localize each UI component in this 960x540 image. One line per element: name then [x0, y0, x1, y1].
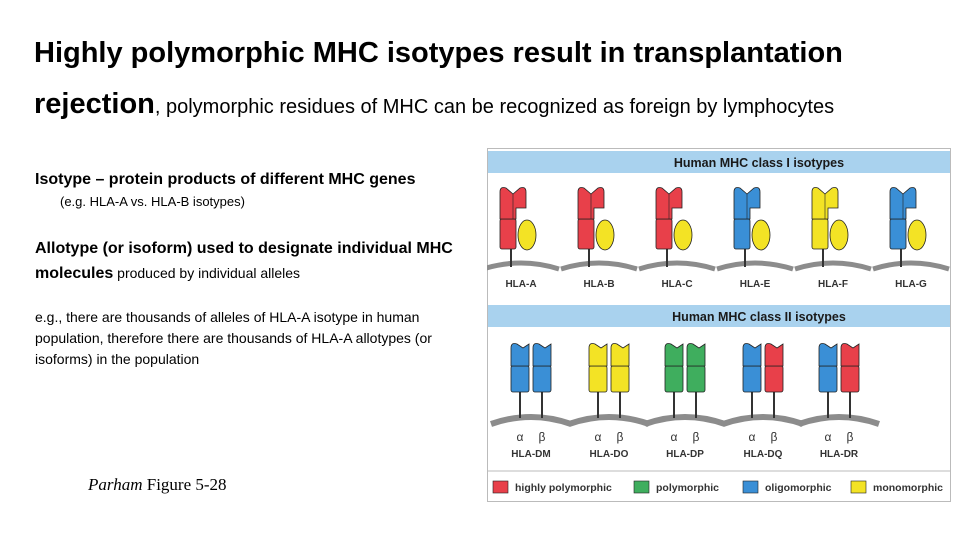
alpha-lower-domain	[665, 366, 683, 392]
allotype-definition	[35, 237, 475, 286]
alpha-stalk	[519, 392, 521, 418]
beta-symbol: β	[846, 430, 854, 444]
beta-upper-domain	[841, 344, 859, 367]
beta-stalk	[695, 392, 697, 418]
alpha-chain-stalk	[900, 249, 902, 267]
figure-caption	[88, 475, 227, 495]
legend-swatch	[743, 481, 758, 493]
legend-swatch	[851, 481, 866, 493]
alpha3-domain	[734, 219, 750, 249]
legend-label: oligomorphic	[765, 482, 832, 494]
isotype-example: (e.g. HLA-A vs. HLA-B isotypes)	[60, 194, 245, 209]
legend-swatch	[634, 481, 649, 493]
alpha-symbol: α	[748, 430, 756, 444]
beta2-microglobulin	[596, 220, 614, 250]
beta2-microglobulin	[908, 220, 926, 250]
beta2-microglobulin	[752, 220, 770, 250]
class1-label: HLA-G	[895, 279, 927, 290]
beta-upper-domain	[533, 344, 551, 367]
class1-label: HLA-B	[583, 279, 615, 290]
class2-label: HLA-DR	[819, 449, 859, 460]
alpha-upper-domain	[511, 344, 529, 367]
beta-symbol: β	[692, 430, 700, 444]
mhc-isotypes-figure	[487, 148, 951, 502]
alpha-symbol: α	[670, 430, 678, 444]
legend-item-green	[634, 481, 719, 494]
alpha-symbol: α	[594, 430, 602, 444]
beta-stalk	[619, 392, 621, 418]
legend-label: highly polymorphic	[515, 482, 612, 494]
beta-lower-domain	[765, 366, 783, 392]
beta-stalk	[773, 392, 775, 418]
alpha-lower-domain	[511, 366, 529, 392]
allotype-def-rest: produced by individual alleles	[113, 265, 301, 281]
alpha3-domain	[890, 219, 906, 249]
alpha-stalk	[827, 392, 829, 418]
alpha3-domain	[500, 219, 516, 249]
beta-symbol: β	[538, 430, 546, 444]
allotype-example-text: e.g., there are thousands of alleles of HLA-A isotype in human population, therefore there are thousands of HLA-A allotypes (or isoforms) in the population	[35, 309, 432, 367]
alpha-upper-domain	[589, 344, 607, 367]
alpha-lower-domain	[743, 366, 761, 392]
class1-label: HLA-A	[505, 279, 537, 290]
alpha-lower-domain	[589, 366, 607, 392]
alpha-stalk	[751, 392, 753, 418]
caption-figure: Figure 5-28	[142, 475, 227, 494]
alpha-upper-domain	[819, 344, 837, 367]
legend-label: polymorphic	[656, 482, 720, 494]
beta-symbol: β	[616, 430, 624, 444]
alpha-chain-stalk	[588, 249, 590, 267]
alpha-stalk	[673, 392, 675, 418]
class2-label: HLA-DQ	[743, 449, 783, 460]
alpha-symbol: α	[516, 430, 524, 444]
legend-swatch	[493, 481, 508, 493]
beta-upper-domain	[765, 344, 783, 367]
alpha3-domain	[656, 219, 672, 249]
beta-upper-domain	[611, 344, 629, 367]
alpha-lower-domain	[819, 366, 837, 392]
alpha-upper-domain	[665, 344, 683, 367]
beta-lower-domain	[611, 366, 629, 392]
title-bold: Highly polymorphic MHC isotypes result in transplantation rejection	[34, 37, 843, 120]
class2-header: Human MHC class II isotypes	[672, 310, 846, 324]
alpha-stalk	[597, 392, 599, 418]
isotype-definition: Isotype – protein products of different MHC genes	[35, 171, 416, 188]
slide-title	[34, 30, 934, 132]
beta-stalk	[541, 392, 543, 418]
beta2-microglobulin	[830, 220, 848, 250]
alpha-symbol: α	[824, 430, 832, 444]
alpha-chain-stalk	[744, 249, 746, 267]
beta-lower-domain	[687, 366, 705, 392]
alpha-upper-domain	[743, 344, 761, 367]
beta-symbol: β	[770, 430, 778, 444]
class2-label: HLA-DO	[589, 449, 629, 460]
class2-label: HLA-DP	[666, 449, 704, 460]
beta-lower-domain	[533, 366, 551, 392]
class1-header: Human MHC class I isotypes	[673, 156, 845, 170]
beta-upper-domain	[687, 344, 705, 367]
beta2-microglobulin	[518, 220, 536, 250]
beta-stalk	[849, 392, 851, 418]
legend-label: monomorphic	[873, 482, 943, 494]
legend-item-yellow	[851, 481, 943, 494]
class1-label: HLA-E	[739, 279, 771, 290]
allotype-def-bold: Allotype (or isoform) used to designate individual MHC molecules	[35, 240, 453, 282]
class2-label: HLA-DM	[511, 449, 551, 460]
caption-author: Parham	[88, 475, 143, 494]
beta2-microglobulin	[674, 220, 692, 250]
alpha-chain-stalk	[822, 249, 824, 267]
class1-label: HLA-F	[818, 279, 848, 290]
alpha-chain-stalk	[510, 249, 512, 267]
alpha-chain-stalk	[666, 249, 668, 267]
alpha3-domain	[812, 219, 828, 249]
class1-label: HLA-C	[661, 279, 693, 290]
title-rest: , polymorphic residues of MHC can be recognized as foreign by lymphocytes	[154, 96, 835, 118]
alpha3-domain	[578, 219, 594, 249]
legend-item-blue	[743, 481, 832, 494]
beta-lower-domain	[841, 366, 859, 392]
